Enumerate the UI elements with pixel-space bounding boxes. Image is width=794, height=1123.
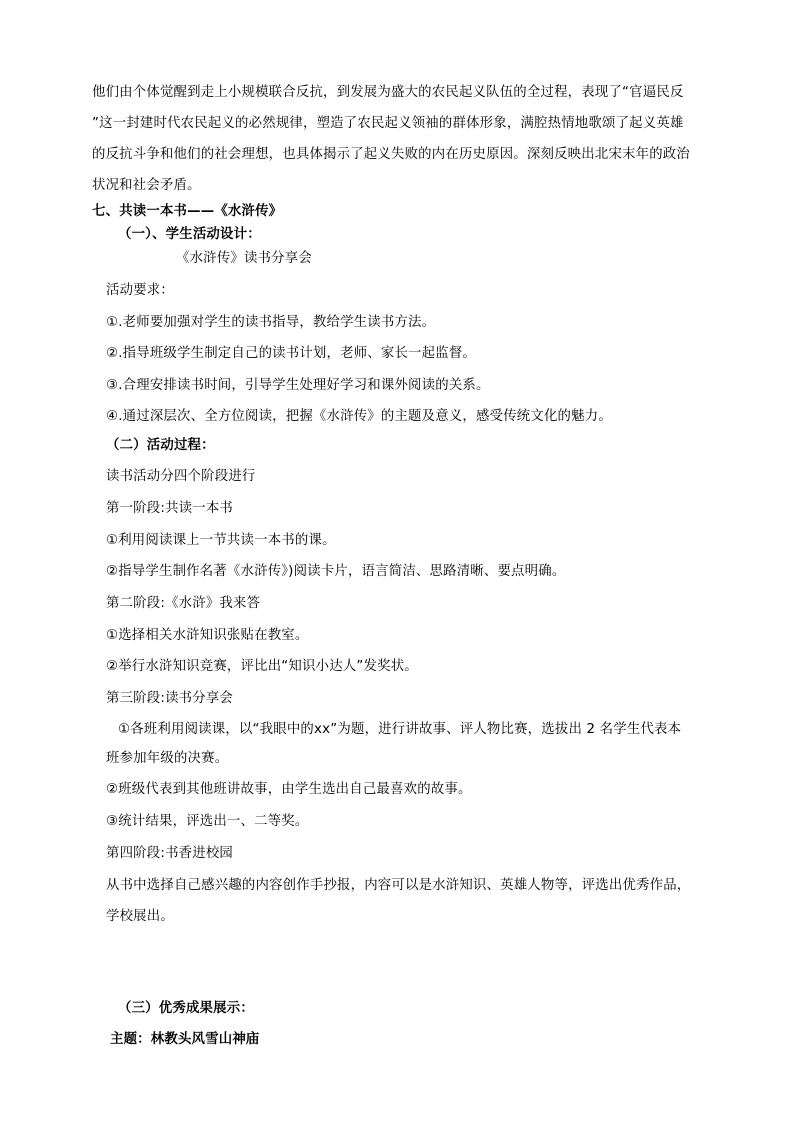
section-7-heading: 七、共读一本书——《水浒传》	[92, 204, 283, 219]
process-intro: 读书活动分四个阶段进行	[106, 469, 256, 484]
stage-3-item-3: ③统计结果，评选出一、二等奖。	[106, 814, 309, 829]
intro-line-4: 状况和社会矛盾。	[92, 178, 201, 193]
stage-1-item: ①利用阅读课上一节共读一本书的课。	[106, 533, 336, 548]
requirements-label: 活动要求：	[106, 283, 174, 298]
subsection-3-heading: （三）优秀成果展示：	[118, 1001, 254, 1016]
stage-4-line-2: 学校展出。	[106, 909, 174, 924]
activity-title: 《水浒传》读书分享会	[176, 251, 312, 266]
intro-line-2: ”这一封建时代农民起义的必然规律，塑造了农民起义领袖的群体形象，满腔热情地歌颂了起义英雄	[92, 116, 684, 131]
stage-4-title: 第四阶段:书香进校园	[106, 846, 234, 861]
intro-line-3: 的反抗斗争和他们的社会理想，也具体揭示了起义失败的内在历史原因。深刻反映出北宋末年的政治	[92, 147, 690, 162]
requirement-item: ③.合理安排读书时间，引导学生处理好学习和课外阅读的关系。	[106, 378, 490, 393]
stage-2-item: ②举行水浒知识竞赛，评比出“知识小达人”发奖状。	[106, 659, 418, 674]
stage-1-item: ②指导学生制作名著《水浒传》)阅读卡片，语言简洁、思路清晰、要点明确。	[106, 564, 566, 579]
requirement-item: ①.老师要加强对学生的读书指导，教给学生读书方法。	[106, 315, 436, 330]
stage-3-item-2: ②班级代表到其他班讲故事，由学生选出自己最喜欢的故事。	[106, 782, 472, 797]
stage-4-line-1: 从书中选择自己感兴趣的内容创作手抄报，内容可以是水浒知识、英雄人物等，评选出优秀作品，	[106, 878, 691, 893]
stage-3-item-1-line-2: 班参加年级的决赛。	[106, 751, 229, 766]
requirement-item: ②.指导班级学生制定自己的读书计划，老师、家长一起监督。	[106, 346, 477, 361]
stage-3-title: 第三阶段:读书分享会	[106, 691, 234, 706]
stage-3-item-1-line-1: ①各班利用阅读课，以“我眼中的xx”为题，进行讲故事、评人物比赛，选拔出 2 名学生代表本	[118, 722, 682, 737]
stage-1-title: 第一阶段:共读一本书	[106, 501, 234, 516]
subsection-2-heading: （二）活动过程：	[106, 438, 215, 453]
stage-2-title: 第二阶段:《水浒》我来答	[106, 596, 261, 611]
requirement-item: ④.通过深层次、全方位阅读，把握《水浒传》的主题及意义，感受传统文化的魅力。	[106, 409, 612, 424]
stage-2-item: ①选择相关水浒知识张贴在教室。	[106, 628, 309, 643]
theme-line: 主题：林教头风雪山神庙	[110, 1032, 260, 1047]
intro-line-1: 他们由个体觉醒到走上小规模联合反抗，到发展为盛大的农民起义队伍的全过程，表现了“官逼民反	[92, 85, 684, 100]
subsection-1-heading: （一）、学生活动设计：	[118, 227, 261, 242]
